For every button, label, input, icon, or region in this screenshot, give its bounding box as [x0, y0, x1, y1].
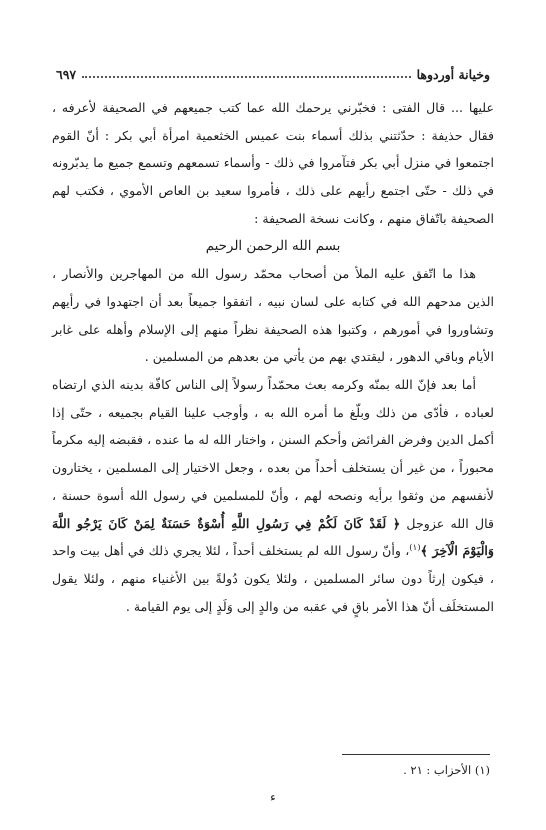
paragraph-succession-part-2: ، وأنّ رسول الله لم يستخلف أحداً ، لئلا يجري ذلك في أهل بيت واحد ، فيكون إرثاً دون سائر المسلمين ، ولئلا يكون دُولةً بين الأغنياء منهم ، ولئلا يقول المستخلَف أنّ هذا الأمر باقٍ في عقبه من والدٍ إلى وَلَدٍ إلى يوم القيامة .	[52, 543, 494, 614]
footnote-marker: (١)	[409, 543, 421, 554]
quran-verse: ﴿ لَقَدْ كَانَ لَكُمْ فِي رَسُولِ اللَّهِ أُسْوَةٌ حَسَنَةٌ لِمَنْ كَانَ يَرْجُو اللَّهَ وَالْيَوْمَ الْآخِرَ ﴾	[52, 515, 494, 559]
page-number: ٦٩٧	[56, 67, 77, 82]
paragraph-succession	[52, 371, 494, 620]
bottom-mark: ء	[270, 790, 276, 804]
running-title: وخيانة أوردوها	[416, 67, 490, 82]
footnote-separator	[342, 754, 490, 755]
footnote: (١) الأحزاب : ٢١ .	[403, 763, 490, 777]
basmala-heading: بسم الله الرحمن الرحيم	[205, 238, 341, 254]
running-header	[56, 62, 490, 82]
paragraph-succession-part-1: أما بعد فإنّ الله بمنّه وكرمه بعث محمّداً رسولاً إلى الناس كافّة بدينه الذي ارتضاه لعباده ، فأدّى من ذلك وبلّغ ما أمره الله به ، وأوجب علينا القيام بجميعه ، حتّى إذا أكمل الدين وفرض الفرائض وأحكم السنن ، واختار الله له ما عنده ، فقبضه إليه مكرماً محبوراً ، من غير أن يستخلف أحداً من بعده ، وجعل الاختيار إلى المسلمين ، يختارون لأنفسهم من وثقوا برأيه ونصحه لهم ، وأنّ للمسلمين في رسول الله أسوة حسنة ، قال الله عزوجل	[52, 377, 494, 531]
paragraph-agreement: هذا ما اتّفق عليه الملأ من أصحاب محمّد رسول الله من المهاجرين والأنصار ، الذين مدحهم الله في كتابه على لسان نبيه ، اتفقوا جميعاً بعد أن اجتهدوا في رأيهم وتشاوروا في أمورهم ، وكتبوا هذه الصحيفة نظراً منهم إلى الإسلام وأهله على غابر الأيام وباقي الدهور ، ليقتدي بهم من يأتي من بعدهم من المسلمين .	[52, 266, 494, 365]
header-dot-leader	[82, 75, 410, 78]
paragraph-hudhayfa-narration: عليها ... قال الفتى : فخبّرني يرحمك الله عما كتب جميعهم في الصحيفة لأعرفه ، فقال حذيفة : حدّثتني بذلك أسماء بنت عميس الخثعمية امرأة أبي بكر : أنّ القوم اجتمعوا في منزل أبي بكر فتآمروا في ذلك - وأسماء تسمعهم وتسمع جميع ما يدبّرونه في ذلك - حتّى اجتمع رأيهم على ذلك ، فأمروا سعيد بن العاص الأموي ، فكتب لهم الصحيفة باتّفاق منهم ، وكانت نسخة الصحيفة :	[52, 100, 494, 226]
page-body	[52, 94, 494, 620]
